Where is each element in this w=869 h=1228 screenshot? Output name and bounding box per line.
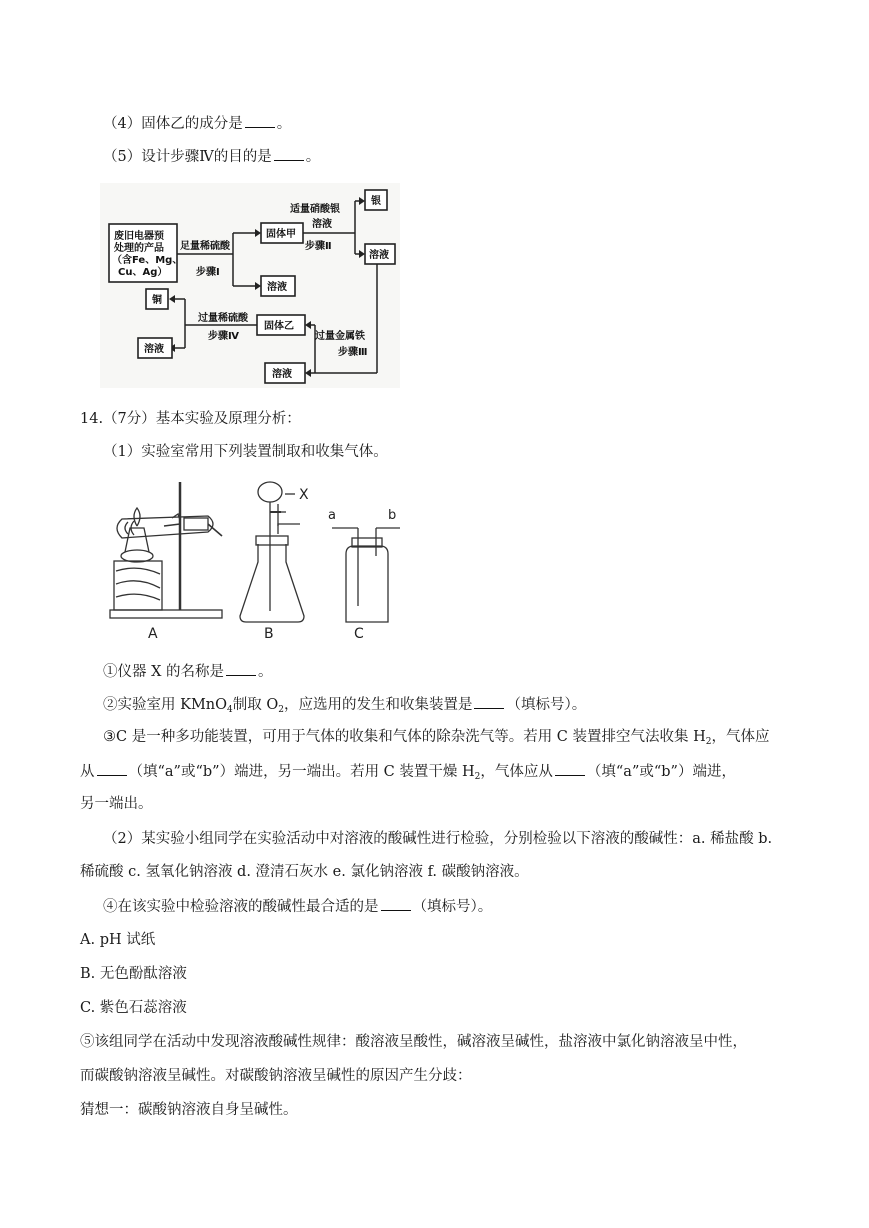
step3-reagent: 过量金属铁 [315, 331, 365, 342]
q14-s3-line1 [103, 727, 770, 752]
q13-item5-end: 。 [305, 149, 321, 165]
answer-blank[interactable] [97, 761, 127, 776]
tube-b-label: b [388, 508, 397, 523]
q14-s2-text: ，应选用的发生和收集装置是 [283, 697, 473, 713]
silver-label: 银 [371, 196, 381, 207]
option-a: A. pH 试纸 [80, 932, 156, 948]
copper-label: 铜 [152, 295, 162, 306]
q14-s4 [103, 896, 492, 917]
guess-one: 猜想一：碳酸钠溶液自身呈碱性。 [80, 1102, 298, 1118]
q13-item4-end: 。 [276, 116, 292, 132]
q14-s2-end: （填标号）。 [506, 697, 587, 713]
subscript: 2 [474, 772, 481, 782]
label-c: C [354, 626, 364, 642]
solid-a-label: 固体甲 [266, 229, 296, 240]
label-a: A [148, 626, 158, 642]
start-text: 处理的产品 [114, 243, 164, 254]
option-b: B. 无色酚酞溶液 [80, 966, 187, 982]
q14-s4-end: （填标号）。 [412, 899, 493, 915]
q13-item5 [103, 146, 320, 167]
step1-name: 步骤Ⅰ [196, 267, 220, 278]
step4-name: 步骤Ⅳ [208, 331, 239, 342]
q14-s2 [103, 694, 586, 720]
start-text: Cu、Ag） [118, 267, 168, 278]
q14-s2-text: 制取 O [232, 697, 279, 713]
answer-blank[interactable] [274, 146, 304, 161]
q14-s3-line3: 另一端出。 [80, 796, 153, 812]
q14-s5-line2: 而碳酸钠溶液呈碱性。对碳酸钠溶液呈碱性的原因产生分歧： [80, 1068, 472, 1084]
label-b: B [264, 626, 274, 642]
q14-s2-text: ②实验室用 KMnO [103, 697, 228, 713]
start-text: （含Fe、Mg、 [112, 255, 183, 266]
step2-reagent: 适量硝酸银 [290, 204, 340, 215]
q14-s3-line2 [80, 761, 736, 787]
step2-reagent2: 溶液 [312, 219, 332, 230]
subscript: 4 [227, 705, 233, 715]
apparatus-c [328, 508, 400, 642]
q14-s5-line1: ⑤该组同学在活动中发现溶液酸碱性规律：酸溶液呈酸性，碱溶液呈碱性，盐溶液中氯化钠溶液呈中性， [80, 1034, 747, 1050]
solution-label: 溶液 [272, 369, 292, 380]
process-flow-diagram [100, 183, 400, 388]
tube-a-label: a [328, 508, 336, 523]
q14-s3-text: ，气体应 [711, 729, 770, 745]
solution-label: 溶液 [267, 282, 287, 293]
q14-part2-line2: 稀硫酸 c. 氢氧化钠溶液 d. 澄清石灰水 e. 氯化钠溶液 f. 碳酸钠溶液。 [80, 864, 529, 880]
step4-reagent: 过量稀硫酸 [198, 313, 248, 324]
q13-item4-text: （4）固体乙的成分是 [103, 116, 243, 132]
q14-title: 14.（7分）基本实验及原理分析： [80, 411, 301, 427]
q14-s4-text: ④在该实验中检验溶液的酸碱性最合适的是 [103, 899, 379, 915]
apparatus-a [110, 482, 222, 642]
q14-part1: （1）实验室常用下列装置制取和收集气体。 [103, 444, 388, 460]
q14-s3-text: ，气体应从 [480, 764, 553, 780]
q13-item4 [103, 113, 291, 134]
option-c: C. 紫色石蕊溶液 [80, 1000, 187, 1016]
answer-blank[interactable] [555, 761, 585, 776]
step1-reagent: 足量稀硫酸 [180, 241, 230, 252]
answer-blank[interactable] [226, 661, 256, 676]
q14-s1-end: 。 [258, 664, 273, 680]
step3-name: 步骤Ⅲ [338, 347, 368, 358]
q14-s3-text: ③C 是一种多功能装置，可用于气体的收集和气体的除杂洗气等。若用 C 装置排空气法收集 H [103, 729, 706, 745]
q14-s3-text: 从 [80, 764, 95, 780]
solid-b-label: 固体乙 [264, 321, 294, 332]
q14-s3-text: （填“a”或“b”）端进， [586, 764, 736, 780]
start-text: 废旧电器预 [114, 231, 164, 242]
solution-label: 溶液 [144, 344, 164, 355]
q14-s1-text: ①仪器 X 的名称是 [103, 664, 225, 680]
answer-blank[interactable] [381, 896, 411, 911]
q14-part2-line1: （2）某实验小组同学在实验活动中对溶液的酸碱性进行检验，分别检验以下溶液的酸碱性：a. 稀盐酸 b. [103, 831, 773, 847]
subscript: 2 [705, 737, 712, 747]
step2-name: 步骤Ⅱ [305, 241, 332, 252]
q13-item5-text: （5）设计步骤Ⅳ的目的是 [103, 149, 272, 165]
apparatus-b [240, 482, 309, 642]
label-x: X [299, 487, 309, 503]
answer-blank[interactable] [245, 113, 275, 128]
q14-s1 [103, 661, 273, 682]
subscript: 2 [278, 705, 284, 715]
q14-s3-text: （填“a”或“b”）端进，另一端出。若用 C 装置干燥 H [128, 764, 475, 780]
solution-label: 溶液 [369, 250, 389, 261]
lab-apparatus-figure [100, 476, 410, 646]
answer-blank[interactable] [474, 694, 504, 709]
